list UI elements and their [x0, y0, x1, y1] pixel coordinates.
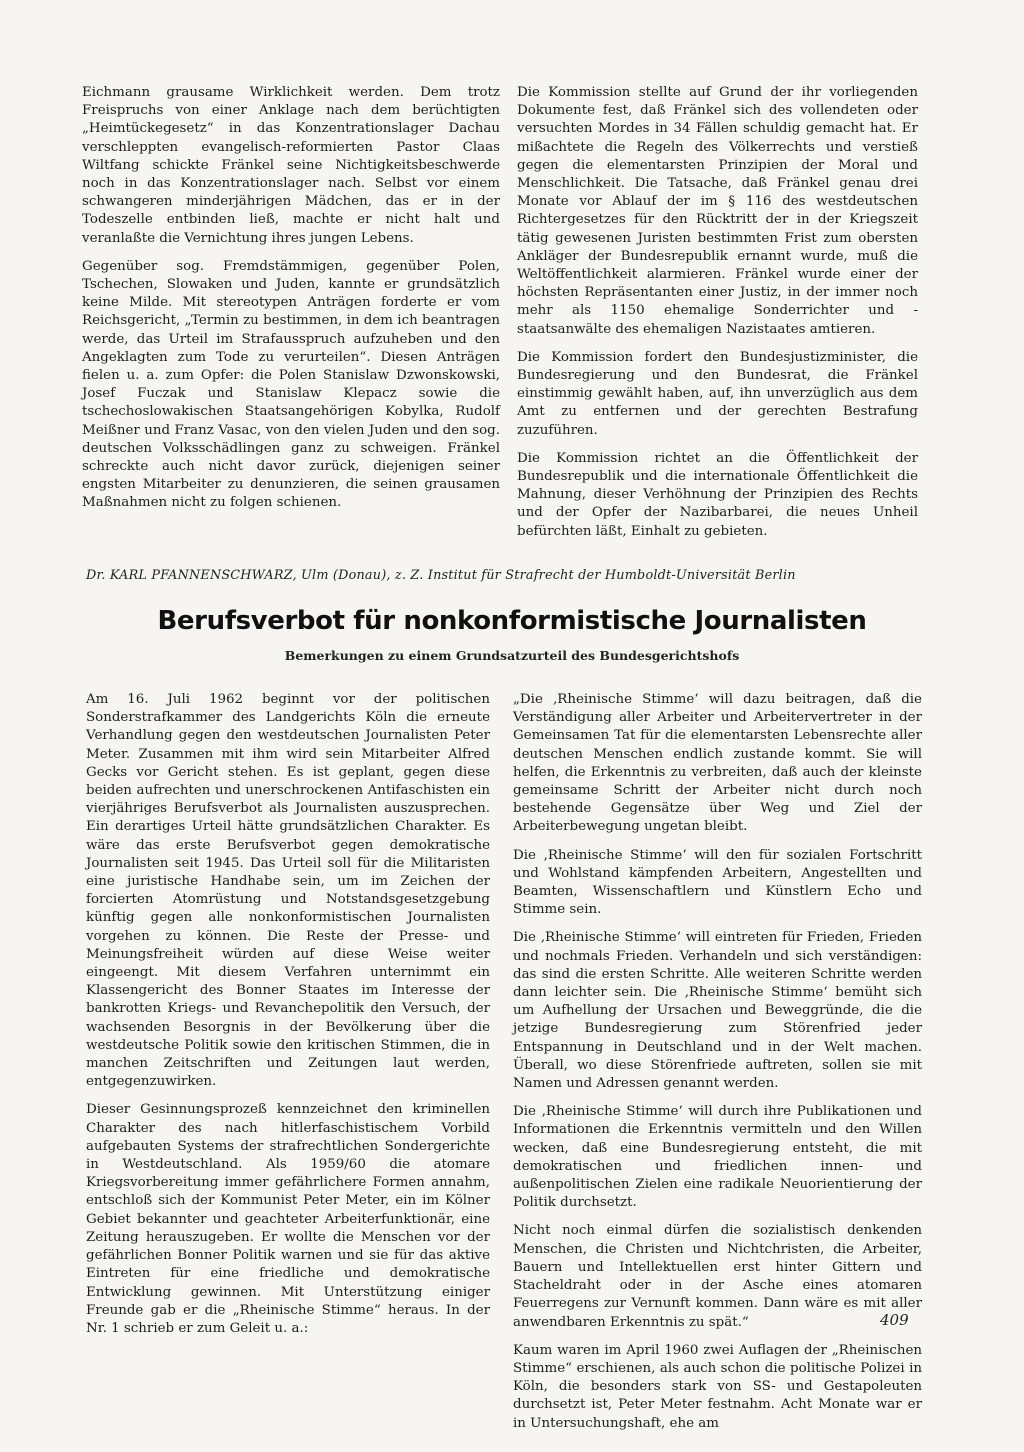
article-subtitle: Bemerkungen zu einem Grundsatzurteil des Bundesgerichtshofs	[284, 648, 740, 663]
page-number: 409	[880, 1311, 909, 1329]
paragraph: Kaum waren im April 1960 zwei Auflagen der „Rheinischen Stimme“ erschienen, als auch schon die politische Polizei in Köln, die besonders stark von SS- und Gestapoleuten durchsetzt ist, Peter Meter festnahm. Acht Monate war er in Untersuchungshaft, ehe am	[513, 1342, 922, 1431]
article-left-column	[86, 691, 490, 1348]
article-title: Berufsverbot für nonkonformistische Journalisten	[157, 606, 867, 636]
paragraph: Am 16. Juli 1962 beginnt vor der politischen Sonderstrafkammer des Landgerichts Köln die erneute Verhandlung gegen den westdeutschen Journalisten Peter Meter. Zusammen mit ihm wird sein Mitarbeiter Alfred Gecks vor Gericht stehen. Es ist geplant, gegen diese beiden aufrechten und unerschrockenen Antifaschisten ein vierjähriges Berufsverbot als Journalisten auszusprechen. Ein derartiges Urteil hätte grundsätzlichen Charakter. Es wäre das erste Berufsverbot gegen demokratische Journalisten seit 1945. Das Urteil soll für die Militaristen eine juristische Handhabe sein, um im Zeichen der forcierten Atomrüstung und Notstandsgesetzgebung künftig gegen alle nonkonformistischen Journalisten vorgehen zu können. Die Reste der Presse- und Meinungsfreiheit würden auf diese Weise weiter eingeengt. Mit diesem Verfahren unternimmt ein Klassengericht des Bonner Staates im Interesse der bankrotten Kriegs- und Revanchepolitik den Versuch, der wachsenden Besorgnis in der Bevölkerung über die westdeutsche Politik sowie den kritischen Stimmen, die in manchen Zeitschriften und Zeitungen laut werden, entgegenzuwirken.	[86, 692, 490, 1090]
paragraph: Die ‚Rheinische Stimme‘ will eintreten für Frieden, Frieden und nochmals Frieden. Verhandeln und sich verständigen: das sind die ersten Schritte. Alle weiteren Schritte werden dann leichter sein. Die ‚Rheinische Stimme‘ bemüht sich um Aufhellung der Ursachen und Beweggründe, die die jetzige Bundesregierung zum Störenfried jeder Entspannung in Deutschland und in der Welt machen. Überall, wo diese Störenfriede auftreten, sollen sie mit Namen und Adressen genannt werden.	[513, 930, 922, 1092]
paragraph: Eichmann grausame Wirklichkeit werden. Dem trotz Freispruchs von einer Anklage nach dem berüchtigten „Heimtückegesetz“ in das Konzentrationslager Dachau verschleppten evangelisch-reformierten Pastor Claas Wiltfang schickte Fränkel seine Nichtigkeitsbeschwerde noch in das Konzentrationslager nach. Selbst vor einem schwangeren minderjährigen Mädchen, das er in der Todeszelle entbinden ließ, machte er nicht halt und veranlaßte die Vernichtung ihres jungen Lebens.	[82, 85, 500, 246]
paragraph: Die Kommission stellte auf Grund der ihr vorliegenden Dokumente fest, daß Fränkel sich des vollendeten oder versuchten Mordes in 34 Fällen schuldig gemacht hat. Er mißachtete die Regeln des Völkerrechts und verstieß gegen die elementarsten Prinzipien der Moral und Menschlichkeit. Die Tatsache, daß Fränkel genau drei Monate vor Ablauf der im § 116 des westdeutschen Richtergesetzes für den Rücktritt der in der Kriegszeit tätig gewesenen Juristen bestimmten Frist zum obersten Ankläger der Bundesrepublik ernannt wurde, muß die Weltöffentlichkeit alarmieren. Fränkel wurde einer der höchsten Repräsentanten einer Justiz, in der immer noch mehr als 1150 ehemalige Sonderrichter und -staatsanwälte des ehemaligen Nazistaates amtieren.	[517, 85, 918, 337]
paragraph: Dieser Gesinnungsprozeß kennzeichnet den kriminellen Charakter des nach hitlerfaschistischem Vorbild aufgebauten Systems der strafrechtlichen Sondergerichte in Westdeutschland. Als 1959/60 die atomare Kriegsvorbereitung immer gefährlichere Formen annahm, entschloß sich der Kommunist Peter Meter, ein im Kölner Gebiet bekannter und geachteter Arbeiterfunktionär, eine Zeitung herauszugeben. Er wollte die Menschen vor der gefährlichen Bonner Politik warnen und sie für das aktive Eintreten für eine friedliche und demokratische Entwicklung gewinnen. Mit Unterstützung einiger Freunde gab er die „Rheinische Stimme“ heraus. In der Nr. 1 schrieb er zum Geleit u. a.:	[86, 1102, 490, 1336]
paragraph: „Die ‚Rheinische Stimme‘ will dazu beitragen, daß die Verständigung aller Arbeiter und Arbeitervertreter in der Gemeinsamen Tat für die elementarsten Lebensrechte aller deutschen Menschen endlich zustande kommt. Sie will helfen, die Erkenntnis zu verbreiten, daß auch der kleinste gemeinsame Schritt der Arbeiter nicht durch noch bestehende Gegensätze über Weg und Ziel der Arbeiterbewegung ungetan bleibt.	[513, 692, 922, 835]
paragraph: Gegenüber sog. Fremdstämmigen, gegenüber Polen, Tschechen, Slowaken und Juden, kannte er grundsätzlich keine Milde. Mit stereotypen Anträgen forderte er vom Reichsgericht, „Termin zu bestimmen, in dem ich beantragen werde, das Urteil im Strafausspruch aufzuheben und den Angeklagten zum Tode zu verurteilen“. Diesen Anträgen fielen u. a. zum Opfer: die Polen Stanislaw Dzwonskowski, Josef Fuczak und Stanislaw Klepacz sowie die tschechoslowakischen Staatsangehörigen Kobylka, Rudolf Meißner und Franz Vasac, von den vielen Juden und den sog. deutschen Volksschädlingen ganz zu schweigen. Fränkel schreckte auch nicht davor zurück, diejenigen seiner engsten Mitarbeiter zu denunzieren, die seinen grausamen Maßnahmen nicht zu folgen schienen.	[82, 258, 500, 511]
paragraph: Die Kommission richtet an die Öffentlichkeit der Bundesrepublik und die internationale Öffentlichkeit die Mahnung, dieser Verhöhnung der Prinzipien des Rechts und der Opfer der Nazibarbarei, die neues Unheil befürchten läßt, Einhalt zu gebieten.	[517, 450, 918, 539]
top-right-column	[517, 84, 918, 551]
paragraph: Die ‚Rheinische Stimme‘ will durch ihre Publikationen und Informationen die Erkenntnis vermitteln und den Willen wecken, daß eine Bundesregierung entsteht, die mit demokratischen und friedlichen innen- und außenpolitischen Zielen eine radikale Neuorientierung der Politik durchsetzt.	[513, 1104, 922, 1211]
top-left-column	[82, 84, 500, 523]
paragraph: Die Kommission fordert den Bundesjustizminister, die Bundesregierung und den Bundesrat, die Fränkel einstimmig gewählt haben, auf, ihn unverzüglich aus dem Amt zu entfernen und der gerechten Bestrafung zuzuführen.	[517, 349, 918, 438]
paragraph: Nicht noch einmal dürfen die sozialistisch denkenden Menschen, die Christen und Nichtchristen, die Arbeiter, Bauern und Intellektuellen erst hinter Gittern und Stacheldraht oder in der Asche eines atomaren Feuerregens zur Vernunft kommen. Dann wäre es mit aller anwendbaren Erkenntnis zu spät.“	[513, 1223, 922, 1330]
author-line: Dr. KARL PFANNENSCHWARZ, Ulm (Donau), z. Z. Institut für Strafrecht der Humboldt-Universität Berlin	[86, 568, 796, 583]
paragraph: Die ‚Rheinische Stimme‘ will den für sozialen Fortschritt und Wohlstand kämpfenden Arbeitern, Angestellten und Beamten, Wissenschaftlern und Künstlern Echo und Stimme sein.	[513, 847, 922, 918]
article-right-column	[513, 691, 922, 1443]
